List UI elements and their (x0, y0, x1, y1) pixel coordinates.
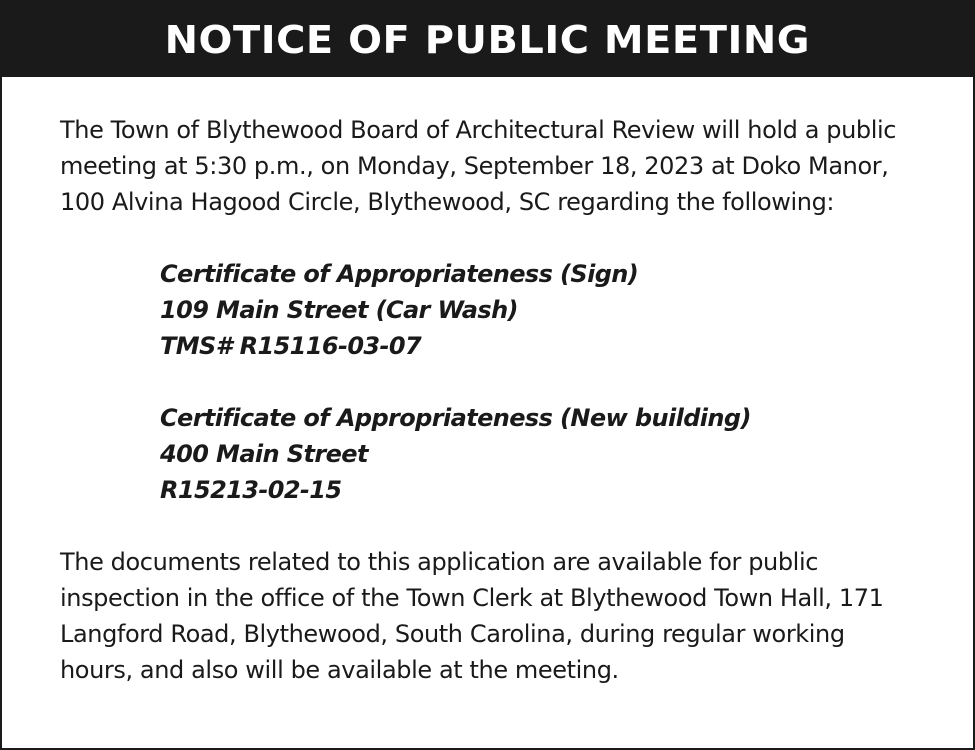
item-parcel: TMS# R15116-03-07 (160, 332, 422, 360)
notice-title: NOTICE OF PUBLIC MEETING (164, 17, 811, 62)
intro-line: The Town of Blythewood Board of Architectural Review will hold a public (60, 116, 897, 144)
notice-header-banner (2, 2, 973, 77)
closing-line: inspection in the office of the Town Clerk at Blythewood Town Hall, 171 (60, 584, 884, 612)
item-address: 400 Main Street (160, 440, 368, 468)
item-parcel: R15213-02-15 (160, 476, 342, 504)
item-address: 109 Main Street (Car Wash) (160, 296, 518, 324)
agenda-item-new-building (160, 400, 860, 508)
intro-paragraph (60, 112, 930, 220)
agenda-item-sign (160, 256, 860, 364)
item-type: Certificate of Appropriateness (Sign) (160, 260, 639, 288)
closing-line: Langford Road, Blythewood, South Carolina, during regular working (60, 620, 845, 648)
closing-line: hours, and also will be available at the meeting. (60, 656, 619, 684)
closing-paragraph (60, 544, 930, 688)
intro-line: 100 Alvina Hagood Circle, Blythewood, SC regarding the following: (60, 188, 835, 216)
intro-line: meeting at 5:30 p.m., on Monday, September 18, 2023 at Doko Manor, (60, 152, 889, 180)
closing-line: The documents related to this application are available for public (60, 548, 819, 576)
item-type: Certificate of Appropriateness (New building) (160, 404, 751, 432)
